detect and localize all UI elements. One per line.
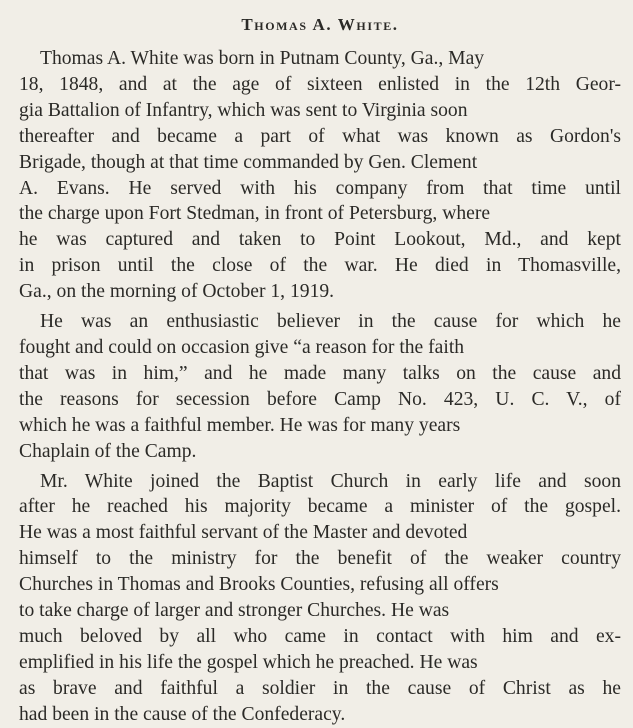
- text-line: gia Battalion of Infantry, which was sent to Virginia soon: [19, 99, 468, 121]
- text-line: after he reached his majority became a minister of the gospel.: [19, 496, 621, 518]
- page-title: Thomas A. White.: [241, 15, 399, 34]
- text-line: Ga., on the morning of October 1, 1919.: [19, 281, 335, 303]
- text-line: in prison until the close of the war. He died in Thomasville,: [19, 255, 621, 277]
- text-line: as brave and faithful a soldier in the cause of Christ as he: [19, 677, 621, 699]
- text-line: the reasons for secession before Camp No. 423, U. C. V., of: [19, 388, 621, 410]
- text-line: to take charge of larger and stronger Churches. He was: [19, 600, 450, 622]
- text-line: Churches in Thomas and Brooks Counties, refusing all offers: [19, 574, 499, 596]
- text-line: Mr. White joined the Baptist Church in early life and soon: [40, 470, 621, 492]
- paragraph-1: [19, 46, 621, 305]
- text-line: emplified in his life the gospel which he preached. He was: [19, 651, 478, 673]
- text-line: himself to the ministry for the benefit of the weaker country: [19, 548, 621, 570]
- text-line: had been in the cause of the Confederacy.: [19, 703, 346, 725]
- text-line: that was in him,” and he made many talks on the cause and: [19, 362, 621, 384]
- text-line: which he was a faithful member. He was for many years: [19, 414, 461, 436]
- text-line: A. Evans. He served with his company from that time until: [19, 177, 621, 199]
- text-line: 18, 1848, and at the age of sixteen enlisted in the 12th Geor-: [19, 73, 621, 95]
- text-line: Brigade, though at that time commanded by Gen. Clement: [19, 151, 478, 173]
- text-line: much beloved by all who came in contact with him and ex-: [19, 625, 621, 647]
- text-line: the charge upon Fort Stedman, in front of Petersburg, where: [19, 203, 491, 225]
- text-line: He was a most faithful servant of the Master and devoted: [19, 522, 468, 544]
- paragraph-3: [19, 469, 621, 728]
- text-line: fought and could on occasion give “a reason for the faith: [19, 336, 465, 358]
- text-line: Thomas A. White was born in Putnam County, Ga., May: [40, 48, 485, 69]
- text-line: He was an enthusiastic believer in the cause for which he: [40, 311, 621, 333]
- text-line: thereafter and became a part of what was known as Gordon's: [19, 125, 621, 147]
- text-line: he was captured and taken to Point Lookout, Md., and kept: [19, 229, 621, 251]
- text-line: Chaplain of the Camp.: [19, 440, 197, 462]
- paragraph-2: [19, 309, 621, 464]
- document-body: [19, 46, 621, 728]
